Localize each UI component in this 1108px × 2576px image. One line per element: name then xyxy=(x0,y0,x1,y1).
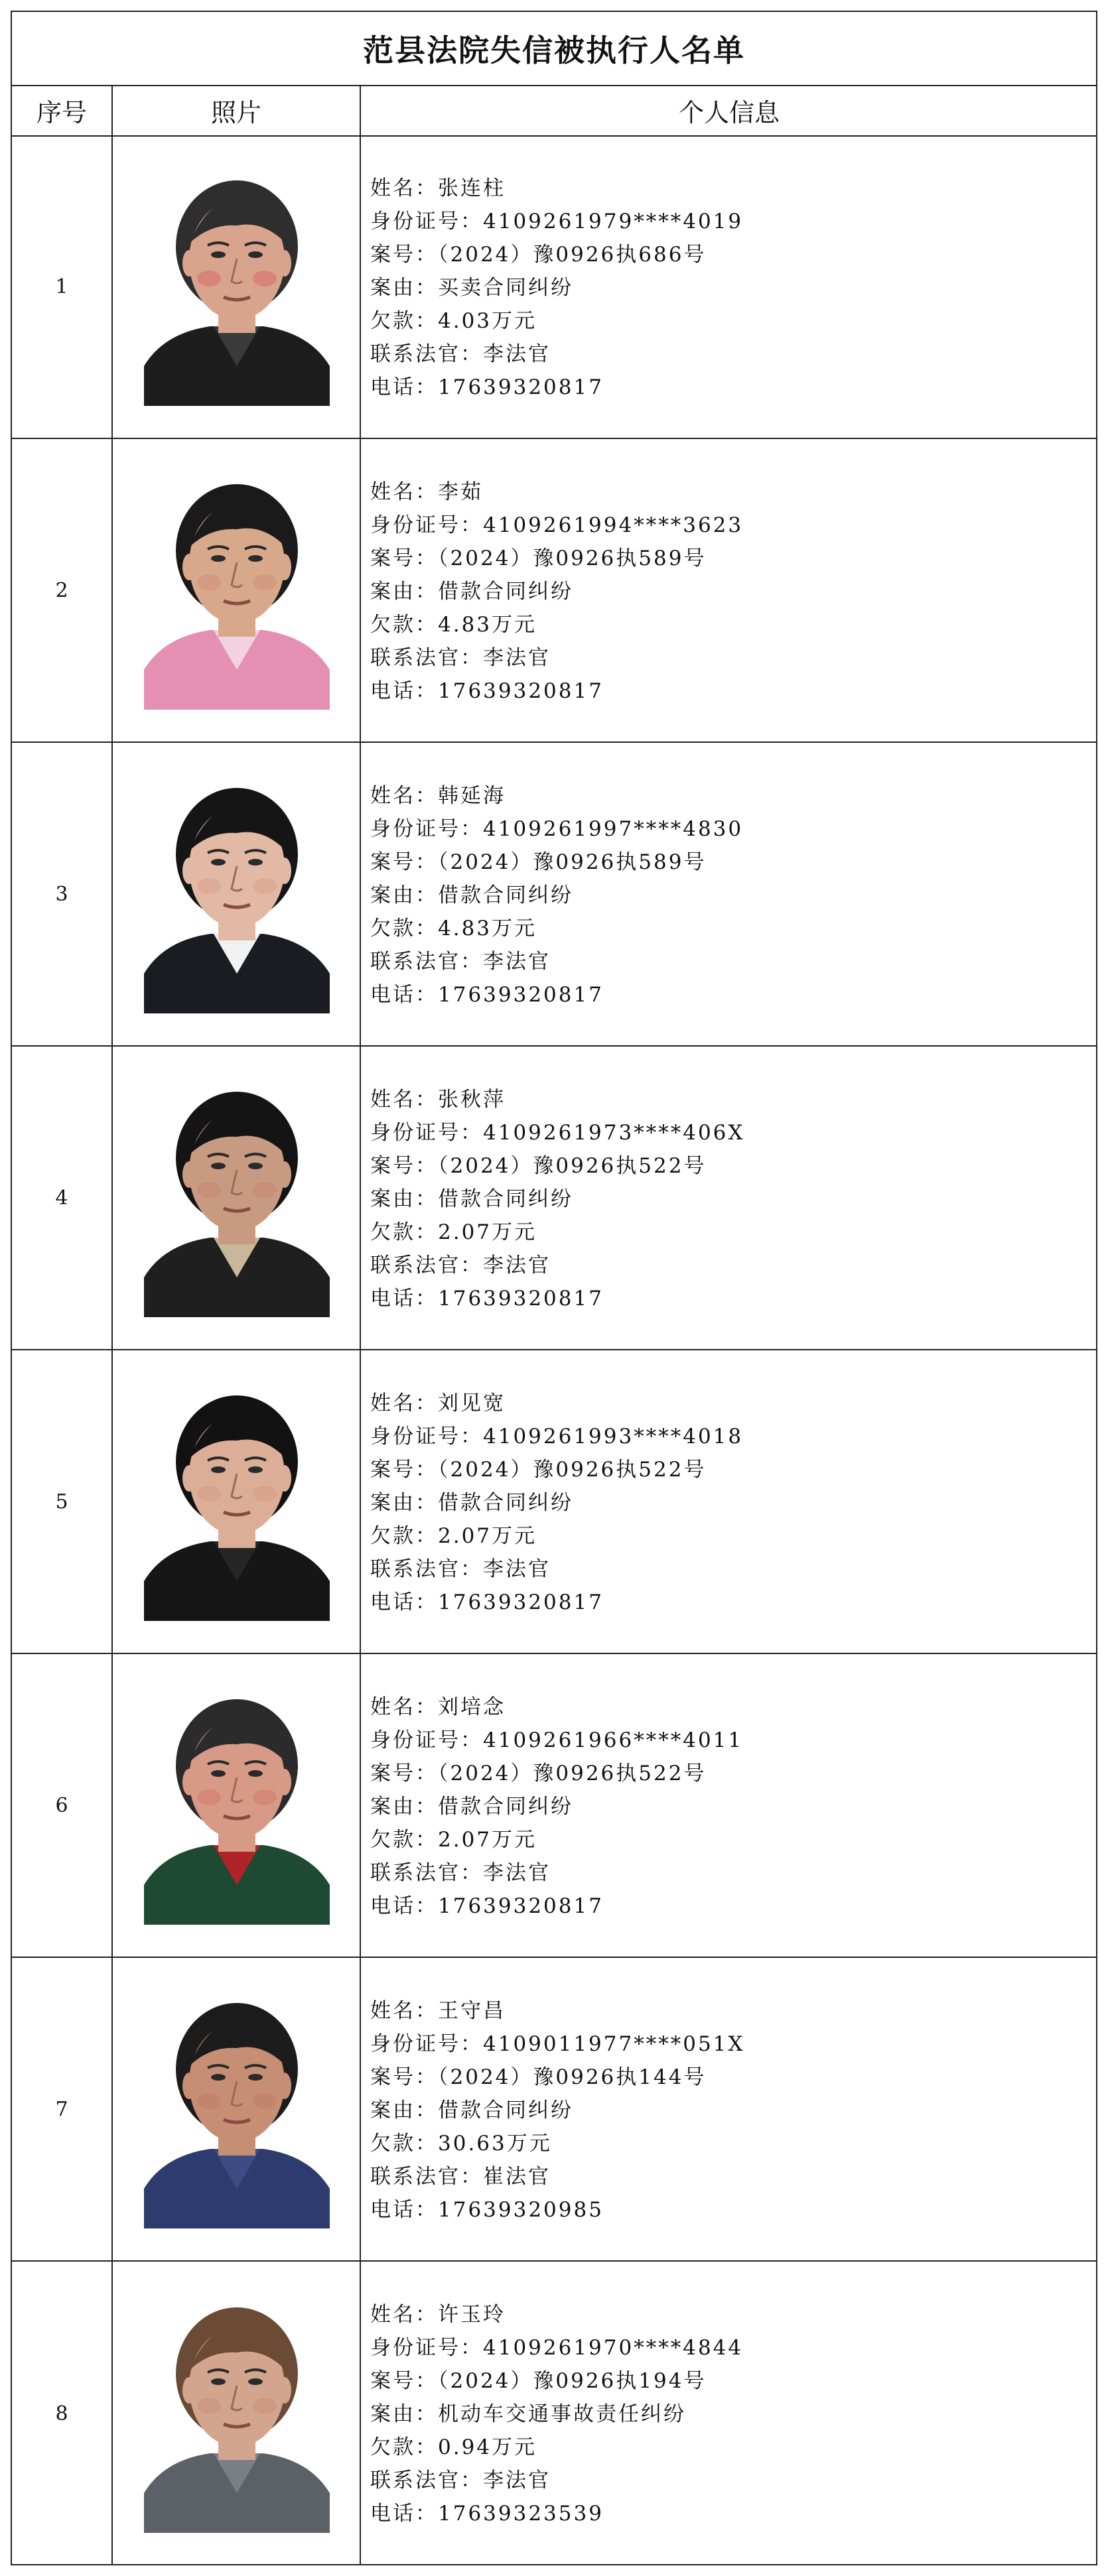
blacklist-sheet xyxy=(11,11,1097,2565)
label-judge: 联系法官： xyxy=(370,1254,483,1277)
value-case: （2024）豫0926执522号 xyxy=(438,1458,707,1482)
label-id: 身份证号： xyxy=(370,1425,483,1449)
value-debt: 2.07万元 xyxy=(438,1828,537,1852)
info-debt xyxy=(370,2127,1083,2160)
photo-cell xyxy=(113,135,361,438)
value-judge: 李法官 xyxy=(483,1557,551,1581)
info-id xyxy=(370,1420,1083,1453)
info-case xyxy=(370,846,1083,879)
value-cause: 借款合同纠纷 xyxy=(438,1187,573,1211)
row-seq: 5 xyxy=(55,1490,68,1513)
info-name xyxy=(370,1387,1083,1420)
portrait-photo xyxy=(137,2294,336,2533)
info-case xyxy=(370,542,1083,575)
label-case: 案号： xyxy=(370,243,438,267)
label-cause: 案由： xyxy=(370,2402,438,2426)
value-case: （2024）豫0926执144号 xyxy=(438,2065,707,2089)
info-case xyxy=(370,2364,1083,2398)
label-case: 案号： xyxy=(370,1762,438,1785)
info-judge xyxy=(370,1249,1083,1282)
label-case: 案号： xyxy=(370,2369,438,2393)
info-phone xyxy=(370,978,1083,1011)
label-name: 姓名： xyxy=(370,1695,438,1719)
row-seq: 7 xyxy=(55,2097,68,2121)
label-id: 身份证号： xyxy=(370,2336,483,2360)
info-name xyxy=(370,779,1083,812)
label-debt: 欠款： xyxy=(370,613,438,637)
info-cause xyxy=(370,1183,1083,1216)
info-cause xyxy=(370,1790,1083,1823)
info-phone xyxy=(370,2193,1083,2226)
portrait-photo xyxy=(137,1078,336,1317)
table-row xyxy=(12,743,1096,1047)
label-phone: 电话： xyxy=(370,679,438,703)
value-name: 张秋萍 xyxy=(438,1088,506,1112)
info-debt xyxy=(370,608,1083,641)
info-name xyxy=(370,1691,1083,1724)
label-judge: 联系法官： xyxy=(370,1557,483,1581)
label-name: 姓名： xyxy=(370,1391,438,1415)
person-info xyxy=(370,1691,1083,1923)
row-seq: 1 xyxy=(55,275,68,298)
table-row xyxy=(12,2262,1096,2565)
label-id: 身份证号： xyxy=(370,1728,483,1752)
label-id: 身份证号： xyxy=(370,210,483,233)
label-id: 身份证号： xyxy=(370,1121,483,1145)
info-case xyxy=(370,1453,1083,1486)
value-phone: 17639320985 xyxy=(438,2198,604,2222)
person-photo xyxy=(137,167,336,406)
photo-cell xyxy=(113,1654,361,1957)
value-judge: 李法官 xyxy=(483,342,551,366)
value-cause: 借款合同纠纷 xyxy=(438,1795,573,1819)
person-info xyxy=(370,1083,1083,1315)
value-case: （2024）豫0926执589号 xyxy=(438,547,707,570)
value-id: 4109261973****406X xyxy=(483,1121,745,1145)
label-phone: 电话： xyxy=(370,375,438,399)
info-phone xyxy=(370,2497,1083,2530)
portrait-photo xyxy=(137,1686,336,1925)
label-id: 身份证号： xyxy=(370,817,483,841)
value-phone: 17639320817 xyxy=(438,1287,604,1311)
info-cause xyxy=(370,575,1083,608)
info-name xyxy=(370,172,1083,205)
value-id: 4109261993****4018 xyxy=(483,1425,744,1449)
label-cause: 案由： xyxy=(370,2098,438,2122)
label-debt: 欠款： xyxy=(370,1828,438,1852)
label-phone: 电话： xyxy=(370,1894,438,1918)
label-case: 案号： xyxy=(370,547,438,570)
value-phone: 17639320817 xyxy=(438,983,604,1007)
portrait-photo xyxy=(137,167,336,406)
portrait-photo xyxy=(137,1990,336,2228)
label-id: 身份证号： xyxy=(370,2032,483,2056)
row-seq: 3 xyxy=(55,882,68,906)
value-id: 4109261994****3623 xyxy=(483,513,744,537)
info-phone xyxy=(370,1282,1083,1315)
label-phone: 电话： xyxy=(370,1287,438,1311)
info-phone xyxy=(370,1586,1083,1619)
info-case xyxy=(370,238,1083,271)
value-case: （2024）豫0926执522号 xyxy=(438,1154,707,1178)
photo-cell xyxy=(113,743,361,1045)
person-info xyxy=(370,172,1083,404)
label-id: 身份证号： xyxy=(370,513,483,537)
person-info xyxy=(370,2298,1083,2530)
label-case: 案号： xyxy=(370,850,438,874)
info-judge xyxy=(370,945,1083,978)
label-name: 姓名： xyxy=(370,1088,438,1112)
info-judge xyxy=(370,641,1083,675)
table-header xyxy=(12,85,1096,137)
label-judge: 联系法官： xyxy=(370,2165,483,2189)
value-id: 4109011977****051X xyxy=(483,2032,745,2056)
info-cause xyxy=(370,271,1083,304)
label-debt: 欠款： xyxy=(370,917,438,940)
label-phone: 电话： xyxy=(370,2502,438,2526)
photo-cell xyxy=(113,1350,361,1653)
table-row xyxy=(12,1654,1096,1958)
info-id xyxy=(370,1116,1083,1149)
label-phone: 电话： xyxy=(370,1590,438,1614)
value-id: 4109261979****4019 xyxy=(483,210,744,233)
value-debt: 2.07万元 xyxy=(438,1524,537,1548)
row-seq: 8 xyxy=(55,2402,68,2425)
value-debt: 4.83万元 xyxy=(438,917,537,940)
value-judge: 李法官 xyxy=(483,1861,551,1885)
value-debt: 4.03万元 xyxy=(438,309,537,333)
person-photo xyxy=(137,471,336,710)
value-id: 4109261966****4011 xyxy=(483,1728,744,1752)
label-debt: 欠款： xyxy=(370,1220,438,1244)
label-name: 姓名： xyxy=(370,2303,438,2327)
table-row xyxy=(12,135,1096,439)
info-name xyxy=(370,476,1083,509)
table-row xyxy=(12,439,1096,743)
person-photo xyxy=(137,1078,336,1317)
person-info xyxy=(370,1387,1083,1619)
title-row xyxy=(12,12,1096,86)
value-name: 刘培念 xyxy=(438,1695,506,1719)
value-phone: 17639320817 xyxy=(438,1590,604,1614)
value-phone: 17639323539 xyxy=(438,2502,604,2526)
value-judge: 李法官 xyxy=(483,1254,551,1277)
label-phone: 电话： xyxy=(370,2198,438,2222)
info-case xyxy=(370,1149,1083,1183)
value-id: 4109261970****4844 xyxy=(483,2336,744,2360)
value-cause: 借款合同纠纷 xyxy=(438,1491,573,1515)
header-info: 个人信息 xyxy=(678,97,780,127)
header-photo: 照片 xyxy=(210,97,261,127)
row-seq: 6 xyxy=(55,1793,68,1817)
label-debt: 欠款： xyxy=(370,2132,438,2156)
photo-cell xyxy=(113,2262,361,2565)
person-photo xyxy=(137,1686,336,1925)
header-seq: 序号 xyxy=(36,97,87,127)
photo-cell xyxy=(113,439,361,741)
value-cause: 借款合同纠纷 xyxy=(438,883,573,907)
info-case xyxy=(370,2061,1083,2094)
info-phone xyxy=(370,371,1083,404)
row-seq: 4 xyxy=(55,1186,68,1210)
info-judge xyxy=(370,1856,1083,1890)
table-row xyxy=(12,1958,1096,2262)
label-judge: 联系法官： xyxy=(370,2469,483,2492)
page-title: 范县法院失信被执行人名单 xyxy=(363,32,745,68)
photo-cell xyxy=(113,1047,361,1349)
info-judge xyxy=(370,1553,1083,1586)
label-debt: 欠款： xyxy=(370,309,438,333)
person-info xyxy=(370,1994,1083,2226)
label-case: 案号： xyxy=(370,1154,438,1178)
value-name: 韩延海 xyxy=(438,784,506,808)
value-phone: 17639320817 xyxy=(438,375,604,399)
value-name: 张连柱 xyxy=(438,176,506,200)
label-cause: 案由： xyxy=(370,883,438,907)
person-photo xyxy=(137,775,336,1013)
portrait-photo xyxy=(137,471,336,710)
label-cause: 案由： xyxy=(370,1795,438,1819)
info-debt xyxy=(370,1216,1083,1249)
value-case: （2024）豫0926执522号 xyxy=(438,1762,707,1785)
value-cause: 买卖合同纠纷 xyxy=(438,276,573,300)
label-cause: 案由： xyxy=(370,580,438,604)
value-debt: 2.07万元 xyxy=(438,1220,537,1244)
info-name xyxy=(370,1994,1083,2028)
value-debt: 4.83万元 xyxy=(438,613,537,637)
label-judge: 联系法官： xyxy=(370,950,483,974)
portrait-photo xyxy=(137,1382,336,1621)
info-id xyxy=(370,2331,1083,2364)
info-cause xyxy=(370,2398,1083,2431)
label-name: 姓名： xyxy=(370,176,438,200)
value-name: 许玉玲 xyxy=(438,2303,506,2327)
label-judge: 联系法官： xyxy=(370,342,483,366)
info-debt xyxy=(370,912,1083,945)
info-cause xyxy=(370,2094,1083,2127)
value-name: 李茹 xyxy=(438,480,483,504)
label-cause: 案由： xyxy=(370,1187,438,1211)
info-debt xyxy=(370,304,1083,338)
label-cause: 案由： xyxy=(370,276,438,300)
info-judge xyxy=(370,2160,1083,2193)
info-debt xyxy=(370,2431,1083,2464)
table-row xyxy=(12,1047,1096,1350)
info-debt xyxy=(370,1823,1083,1856)
photo-cell xyxy=(113,1958,361,2260)
value-cause: 借款合同纠纷 xyxy=(438,580,573,604)
value-id: 4109261997****4830 xyxy=(483,817,744,841)
info-phone xyxy=(370,1890,1083,1923)
info-judge xyxy=(370,2464,1083,2497)
label-cause: 案由： xyxy=(370,1491,438,1515)
person-photo xyxy=(137,2294,336,2533)
info-id xyxy=(370,1724,1083,1757)
info-debt xyxy=(370,1519,1083,1553)
row-seq: 2 xyxy=(55,578,68,602)
person-photo xyxy=(137,1382,336,1621)
value-name: 王守昌 xyxy=(438,1999,506,2023)
value-judge: 李法官 xyxy=(483,2469,551,2492)
label-case: 案号： xyxy=(370,1458,438,1482)
value-case: （2024）豫0926执589号 xyxy=(438,850,707,874)
person-photo xyxy=(137,1990,336,2228)
person-info xyxy=(370,779,1083,1011)
value-phone: 17639320817 xyxy=(438,1894,604,1918)
value-phone: 17639320817 xyxy=(438,679,604,703)
person-info xyxy=(370,476,1083,708)
label-judge: 联系法官： xyxy=(370,1861,483,1885)
info-id xyxy=(370,205,1083,238)
info-id xyxy=(370,812,1083,846)
label-case: 案号： xyxy=(370,2065,438,2089)
info-judge xyxy=(370,338,1083,371)
value-judge: 李法官 xyxy=(483,950,551,974)
table-row xyxy=(12,1350,1096,1654)
portrait-photo xyxy=(137,775,336,1013)
info-id xyxy=(370,509,1083,542)
value-case: （2024）豫0926执194号 xyxy=(438,2369,707,2393)
info-cause xyxy=(370,879,1083,912)
info-phone xyxy=(370,675,1083,708)
value-judge: 李法官 xyxy=(483,646,551,670)
label-debt: 欠款： xyxy=(370,1524,438,1548)
label-name: 姓名： xyxy=(370,480,438,504)
info-name xyxy=(370,1083,1083,1116)
value-cause: 机动车交通事故责任纠纷 xyxy=(438,2402,686,2426)
info-name xyxy=(370,2298,1083,2331)
value-judge: 崔法官 xyxy=(483,2165,551,2189)
label-phone: 电话： xyxy=(370,983,438,1007)
value-case: （2024）豫0926执686号 xyxy=(438,243,707,267)
value-debt: 0.94万元 xyxy=(438,2435,537,2459)
label-name: 姓名： xyxy=(370,784,438,808)
label-name: 姓名： xyxy=(370,1999,438,2023)
value-cause: 借款合同纠纷 xyxy=(438,2098,573,2122)
table-body xyxy=(12,135,1096,2565)
info-case xyxy=(370,1757,1083,1790)
value-debt: 30.63万元 xyxy=(438,2132,552,2156)
value-name: 刘见宽 xyxy=(438,1391,506,1415)
info-cause xyxy=(370,1486,1083,1519)
label-judge: 联系法官： xyxy=(370,646,483,670)
info-id xyxy=(370,2028,1083,2061)
label-debt: 欠款： xyxy=(370,2435,438,2459)
